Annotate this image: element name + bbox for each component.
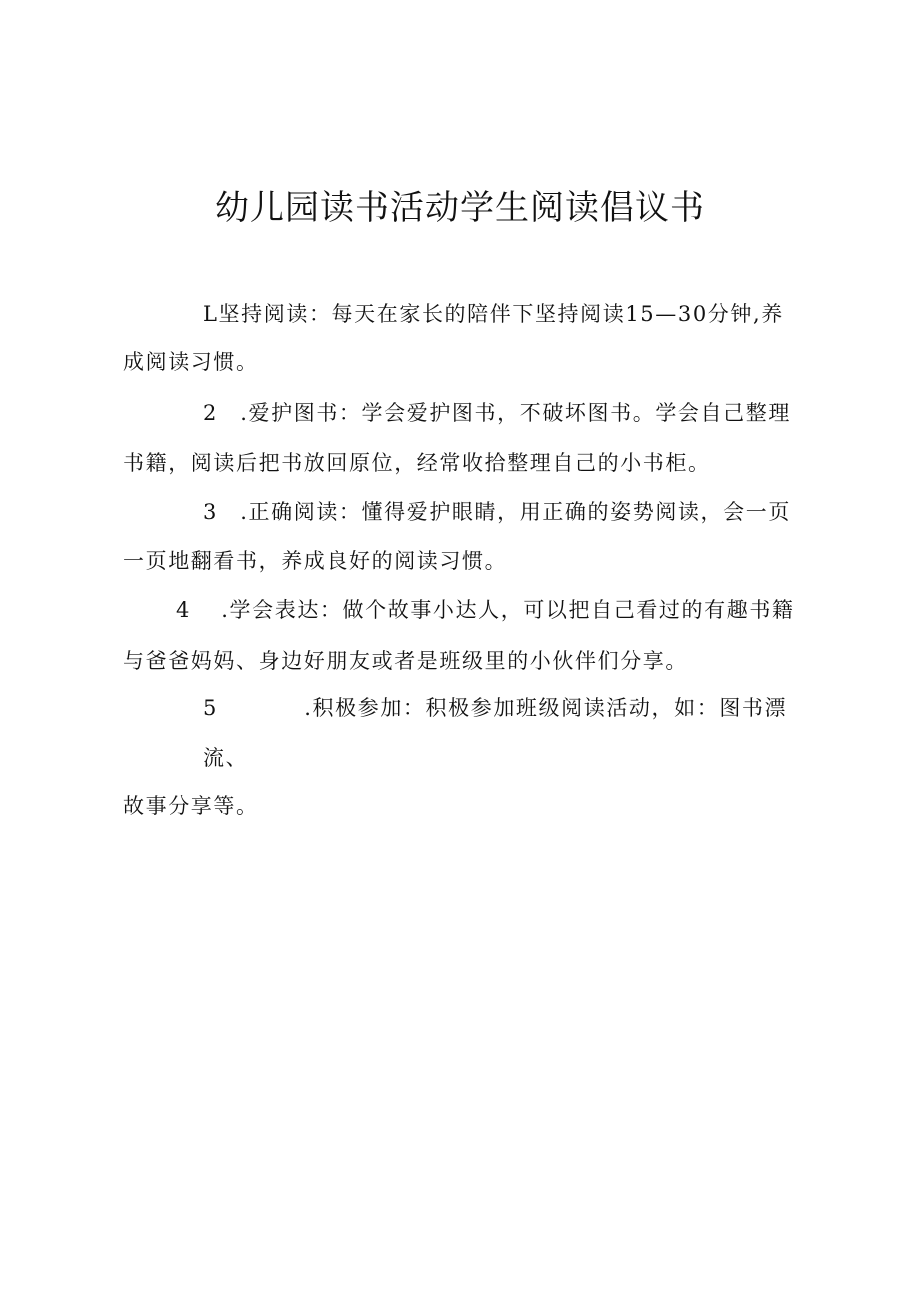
item-3-line-2: 一页地翻看书，养成良好的阅读习惯。 — [123, 549, 508, 573]
item-2-line-1 — [203, 397, 791, 427]
document-title: 幼儿园读书活动学生阅读倡议书 — [215, 188, 705, 228]
item-5-line-2: 流、 — [203, 746, 249, 770]
item-2-line-2: 书籍，阅读后把书放回原位，经常收拾整理自己的小书柜。 — [123, 451, 711, 475]
item-5-line-3: 故事分享等。 — [123, 794, 259, 818]
item-4-number: 4 — [176, 598, 191, 622]
item-1-line-2: 成阅读习惯。 — [123, 350, 259, 374]
item-5-number: 5 — [203, 696, 218, 720]
item-2-text: .爱护图书：学会爱护图书，不破坏图书。学会自己整理 — [240, 401, 791, 425]
item-3-line-1 — [203, 496, 791, 526]
item-4-text: .学会表达：做个故事小达人，可以把自己看过的有趣书籍 — [221, 598, 795, 622]
item-3-text: .正确阅读：懂得爱护眼睛，用正确的姿势阅读，会一页 — [240, 500, 791, 524]
item-1-line-1: L坚持阅读：每天在家长的陪伴下坚持阅读15—30分钟,养 — [203, 302, 784, 326]
item-5-line-1 — [203, 692, 787, 722]
item-4-line-1 — [176, 594, 795, 624]
item-5-text: .积极参加：积极参加班级阅读活动，如：图书漂 — [304, 696, 788, 720]
item-4-line-2: 与爸爸妈妈、身边好朋友或者是班级里的小伙伴们分享。 — [123, 649, 688, 673]
item-2-number: 2 — [203, 401, 218, 425]
item-3-number: 3 — [203, 500, 218, 524]
